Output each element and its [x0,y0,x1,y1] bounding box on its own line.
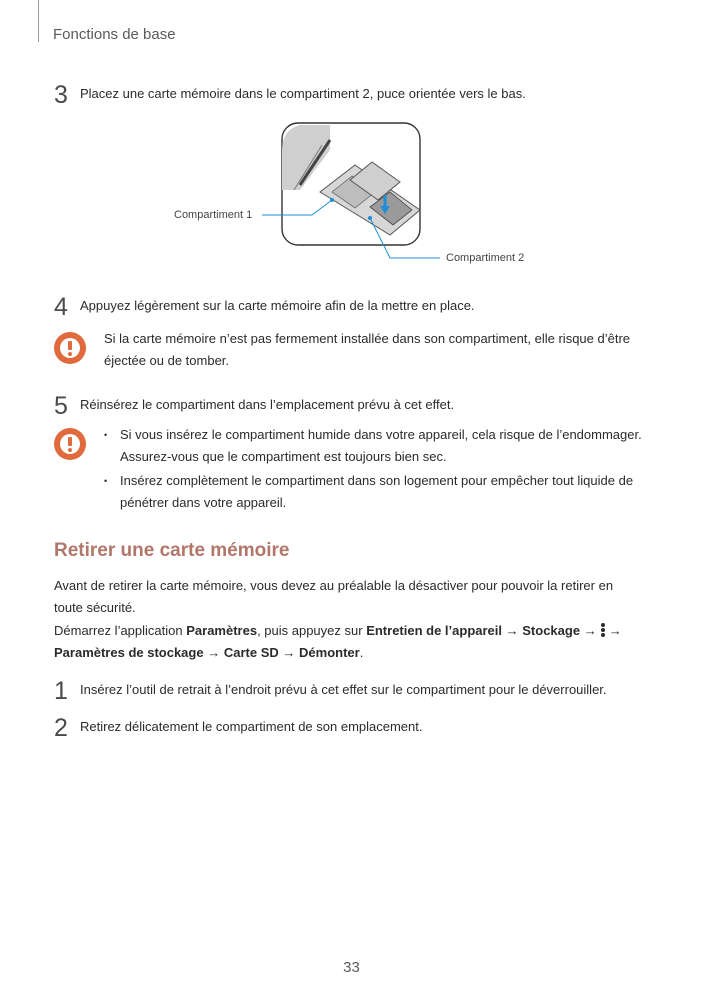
step-5 [54,392,455,420]
step-text: Retirez délicatement le compartiment de son emplacement. [80,719,423,734]
callout-dot-1 [330,198,334,202]
nav-storage-settings: Paramètres de stockage [54,645,204,660]
nav-settings: Paramètres [186,623,258,638]
step-number: 2 [54,714,68,742]
step-number: 3 [54,81,68,109]
step-1 [54,677,607,705]
nav-text: , puis appuyez sur [257,623,367,638]
step-text: Insérez l’outil de retrait à l’endroit prévu à cet effet sur le compartiment pour le déverrouiller. [80,682,607,697]
arrow: → [505,623,519,638]
header-title: Fonctions de base [53,26,176,43]
arrow: → [583,623,597,638]
section-intro: Avant de retirer la carte mémoire, vous devez au préalable la désactiver pour pouvoir la retirer en toute sécurité. [54,578,614,615]
step-4 [54,293,475,321]
arrow: → [207,645,221,660]
warning-icon [54,332,86,364]
step-number: 1 [54,677,68,705]
nav-text: Démarrez l’application [54,623,187,638]
navigation-path [54,620,644,664]
nav-sd-card: Carte SD [223,645,279,660]
header-rule [38,0,39,42]
list-item: • Si vous insérez le compartiment humide dans votre appareil, cela risque de l’endommager. Assurez-vous que le compartiment est toujours bien sec. [104,424,644,468]
nav-device-care: Entretien de l’appareil [366,623,503,638]
nav-unmount: Démonter [299,645,360,660]
arrow: → [282,645,296,660]
arrow: → [608,623,622,638]
step-3 [54,81,526,109]
section-title: Retirer une carte mémoire [54,540,290,561]
nav-text: . [359,645,364,660]
warning-list-2 [104,424,644,516]
step-number: 5 [54,392,68,420]
step-text: Placez une carte mémoire dans le compartiment 2, puce orientée vers le bas. [80,86,526,101]
step-text: Réinsérez le compartiment dans l’emplacement prévu à cet effet. [80,397,455,412]
warning-icon [54,428,86,460]
step-number: 4 [54,293,68,321]
label-compartiment-1: Compartiment 1 [174,209,253,221]
step-2 [54,714,423,742]
label-compartiment-2: Compartiment 2 [446,252,525,264]
list-item: • Insérez complètement le compartiment dans son logement pour empêcher tout liquide de pénétrer dans votre appareil. [104,470,644,514]
page-number: 33 [343,959,360,976]
sim-tray-illustration [0,110,703,270]
warning-note-1: Si la carte mémoire n’est pas fermement installée dans son compartiment, elle risque d’être éjectée ou de tomber. [104,331,631,368]
more-options-icon [601,623,605,637]
nav-storage: Stockage [522,623,581,638]
step-text: Appuyez légèrement sur la carte mémoire afin de la mettre en place. [80,298,475,313]
callout-dot-2 [368,216,372,220]
